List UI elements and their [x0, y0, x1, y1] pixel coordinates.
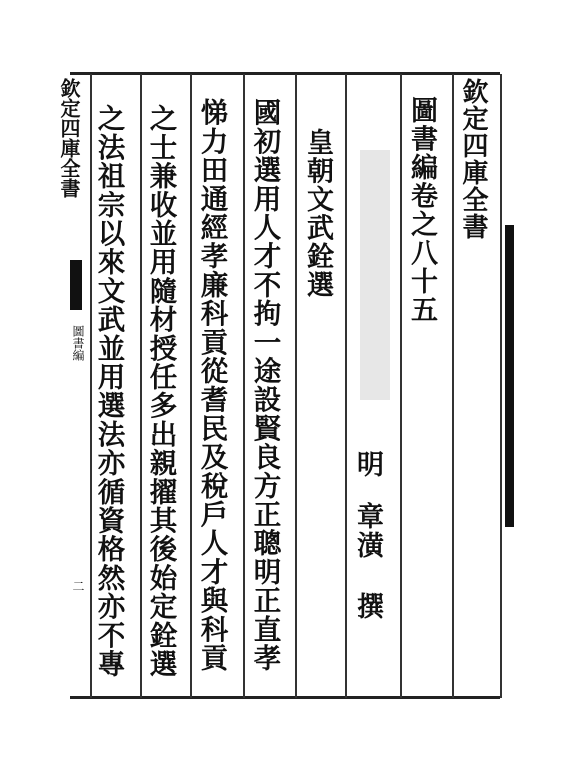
body-column-1: 國初選用人才不拘一途設賢良方正聰明正直孝 [248, 98, 281, 672]
collection-heading: 欽定四庫全書 [458, 78, 488, 240]
column-rule [295, 74, 297, 698]
column-rule [345, 74, 347, 698]
gutter-mark [505, 225, 514, 527]
dynasty: 明 [352, 450, 383, 477]
body-column-4: 之法祖宗以來文武並用選法亦循資格然亦不專 [92, 104, 125, 678]
column-rule [90, 74, 92, 698]
body-column-2: 悌力田通經孝廉科貢從耆民及稅戶人才與科貢 [195, 98, 228, 672]
frame-bottom-border [70, 696, 500, 699]
column-rule [400, 74, 402, 698]
volume-heading: 圖書編卷之八十五 [406, 96, 437, 324]
column-rule [140, 74, 142, 698]
column-rule [500, 74, 502, 698]
column-rule [452, 74, 454, 698]
author-attribution: 撰 [352, 592, 383, 619]
body-column-3: 之士兼收並用隨材授任多出親擢其後始定銓選 [144, 104, 177, 678]
margin-book-abbrev: 圖書編 [71, 325, 85, 361]
column-rule [243, 74, 245, 698]
author-name: 章潢 [352, 502, 383, 560]
margin-leaf-number: 二 [71, 580, 85, 592]
page-stain [360, 150, 390, 400]
fold-mark [70, 260, 82, 310]
column-rule [190, 74, 192, 698]
section-title: 皇朝文武銓選 [302, 128, 333, 299]
frame-top-border [70, 72, 500, 75]
margin-collection-title: 欽定四庫全書 [57, 78, 81, 198]
